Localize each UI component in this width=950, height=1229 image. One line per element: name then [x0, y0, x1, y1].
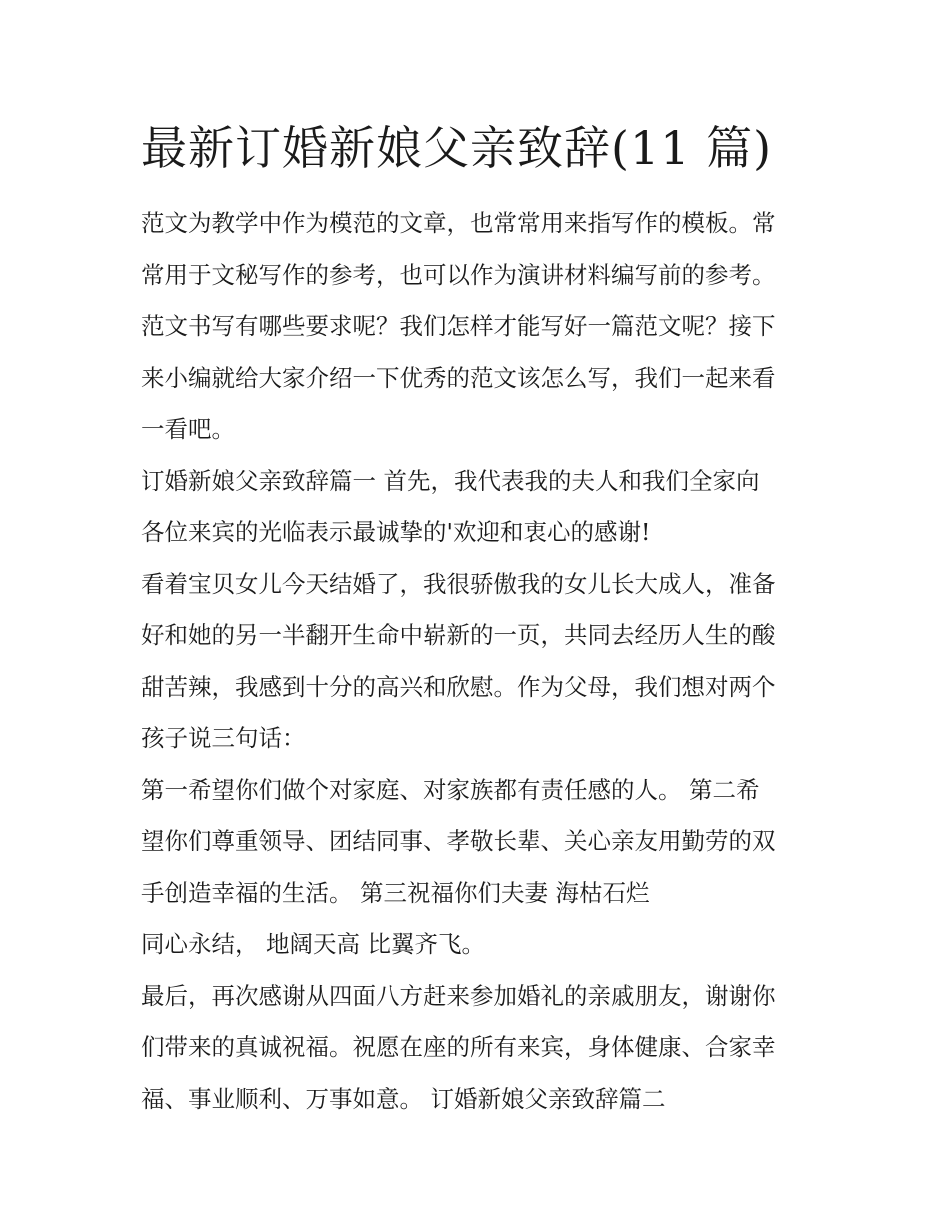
text-line: 福、事业顺利、万事如意。 订婚新娘父亲致辞篇二 [141, 1084, 666, 1113]
text-line: 来小编就给大家介绍一下优秀的范文该怎么写，我们一起来看 [141, 363, 776, 392]
text-line: 第一希望你们做个对家庭、对家族都有责任感的人。 第二希 [141, 775, 760, 804]
text-line: 好和她的另一半翻开生命中崭新的一页，共同去经历人生的酸 [141, 621, 776, 649]
text-line: 看着宝贝女儿今天结婚了，我很骄傲我的女儿长大成人，准备 [141, 569, 776, 598]
text-line: 们带来的真诚祝福。祝愿在座的所有来宾，身体健康、合家幸 [141, 1033, 776, 1061]
text-line: 各位来宾的光临表示最诚挚的'欢迎和衷心的感谢! [141, 518, 651, 546]
text-line: 手创造幸福的生活。 第三祝福你们夫妻 海枯石烂 [141, 878, 650, 907]
text-line: 一看吧。 [141, 415, 235, 443]
text-line: 甜苦辣，我感到十分的高兴和欣慰。作为父母，我们想对两个 [141, 672, 776, 701]
document-body [141, 198, 817, 1125]
text-line: 范文为教学中作为模范的文章，也常常用来指写作的模板。常 [141, 209, 776, 237]
text-line: 同心永结， 地阔天高 比翼齐飞。 [141, 930, 485, 958]
document-title: 最新订婚新娘父亲致辞(11 篇) [141, 121, 773, 175]
text-line: 常用于文秘写作的参考，也可以作为演讲材料编写前的参考。 [141, 260, 776, 289]
text-line: 孩子说三句话： [141, 724, 306, 752]
text-line: 最后，再次感谢从四面八方赶来参加婚礼的亲戚朋友，谢谢你 [141, 981, 776, 1010]
text-line: 订婚新娘父亲致辞篇一 首先，我代表我的夫人和我们全家向 [141, 466, 760, 495]
text-line: 望你们尊重领导、团结同事、孝敬长辈、关心亲友用勤劳的双 [141, 827, 776, 855]
text-line: 范文书写有哪些要求呢？我们怎样才能写好一篇范文呢？接下 [141, 312, 776, 340]
